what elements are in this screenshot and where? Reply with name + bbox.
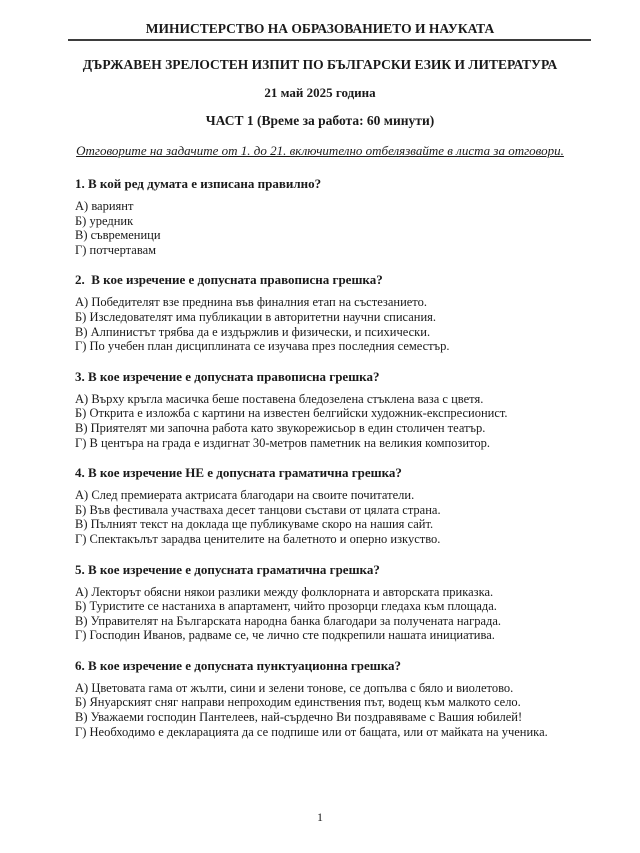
question-6 <box>75 658 620 739</box>
answer-option: Б) Във фестивала участваха десет танцови състави от цялата страна. <box>75 502 441 517</box>
answer-option: В) Алпинистът трябва да е издържлив и физически, и психически. <box>75 324 431 339</box>
answer-option: Г) Господин Иванов, радваме се, че лично сте подкрепили нашата инициатива. <box>75 628 495 643</box>
ministry-title: МИНИСТЕРСТВО НА ОБРАЗОВАНИЕТО И НАУКАТА <box>145 21 495 36</box>
exam-title: ДЪРЖАВЕН ЗРЕЛОСТЕН ИЗПИТ ПО БЪЛГАРСКИ ЕЗИК И ЛИТЕРАТУРА <box>82 57 558 72</box>
document-header <box>0 0 640 158</box>
header-divider <box>68 39 591 41</box>
answer-option: А) Върху кръгла масичка беше поставена бледозелена стъклена ваза с цветя. <box>75 391 484 406</box>
answer-option: Б) уредник <box>75 213 134 228</box>
question-title: 3. В кое изречение е допусната правописна грешка? <box>75 368 380 384</box>
question-options <box>75 488 620 546</box>
answer-option: Б) Открита е изложба с картини на известен белгийски художник-експресионист. <box>75 406 508 421</box>
question-options <box>75 585 620 643</box>
question-options <box>75 392 620 450</box>
answer-option: А) Цветовата гама от жълти, сини и зелени тонове, се допълва с бяло и виолетово. <box>75 680 514 695</box>
question-options <box>75 199 620 257</box>
question-title: 1. В кой ред думата е изписана правилно? <box>75 176 322 191</box>
question-options <box>75 681 620 739</box>
question-title: 2. В кое изречение е допусната правописна грешка? <box>75 272 383 288</box>
question-title: 5. В кое изречение е допусната граматична грешка? <box>75 561 380 577</box>
answer-option: А) Лекторът обясни някои разлики между фолклорната и авторската приказка. <box>75 584 494 599</box>
answer-option: В) Управителят на Българската народна банка благодари за получената награда. <box>75 613 502 628</box>
answer-option: Г) Необходимо е декларацията да се подпише или от бащата, или от майката на ученика. <box>75 724 548 739</box>
answer-option: Б) Изследователят има публикации в авторитетни научни списания. <box>75 309 437 324</box>
answer-option: А) След премиерата актрисата благодари на своите почитатели. <box>75 488 415 503</box>
questions-list <box>75 176 620 739</box>
question-title: 4. В кое изречение НЕ е допусната граматична грешка? <box>75 465 402 481</box>
answer-option: Г) В центъра на града е издигнат 30-метров паметник на великия композитор. <box>75 435 490 450</box>
question-5 <box>75 562 620 643</box>
answer-option: В) Уважаеми господин Пантелеев, най-сърдечно Ви поздравяваме с Вашия юбилей! <box>75 710 523 725</box>
exam-date: 21 май 2025 година <box>264 84 376 100</box>
answer-option: Г) По учебен план дисциплината се изучава през последния семестър. <box>75 339 450 354</box>
answer-option: В) Пълният текст на доклада ще публикуваме скоро на нашия сайт. <box>75 517 434 532</box>
answer-option: Г) Спектакълът зарадва ценителите на балетното и оперно изкуство. <box>75 531 441 546</box>
answer-option: А) Победителят взе преднина във финалния етап на състезанието. <box>75 295 427 310</box>
question-1 <box>75 176 620 257</box>
answer-option: А) вариянт <box>75 199 134 213</box>
answer-option: В) Приятелят ми започна работа като звукорежисьор в един столичен театър. <box>75 420 486 435</box>
answer-option: Б) Януарският сняг направи непроходим единствения път, водещ към малкото село. <box>75 695 521 710</box>
question-4 <box>75 465 620 546</box>
answer-option: Г) потчертавам <box>75 242 157 257</box>
question-2 <box>75 272 620 353</box>
part-title: ЧАСТ 1 (Време за работа: 60 минути) <box>205 112 435 128</box>
question-3 <box>75 369 620 450</box>
page-number: 1 <box>317 810 323 824</box>
question-options <box>75 295 620 353</box>
answer-option: Б) Туристите се настаниха в апартамент, чийто прозорци гледаха към площада. <box>75 599 497 614</box>
question-title: 6. В кое изречение е допусната пунктуационна грешка? <box>75 657 402 673</box>
answer-sheet-instruction: Отговорите на задачите от 1. до 21. включително отбелязвайте в листа за отговори. <box>76 143 564 158</box>
answer-option: В) съвременици <box>75 228 161 243</box>
